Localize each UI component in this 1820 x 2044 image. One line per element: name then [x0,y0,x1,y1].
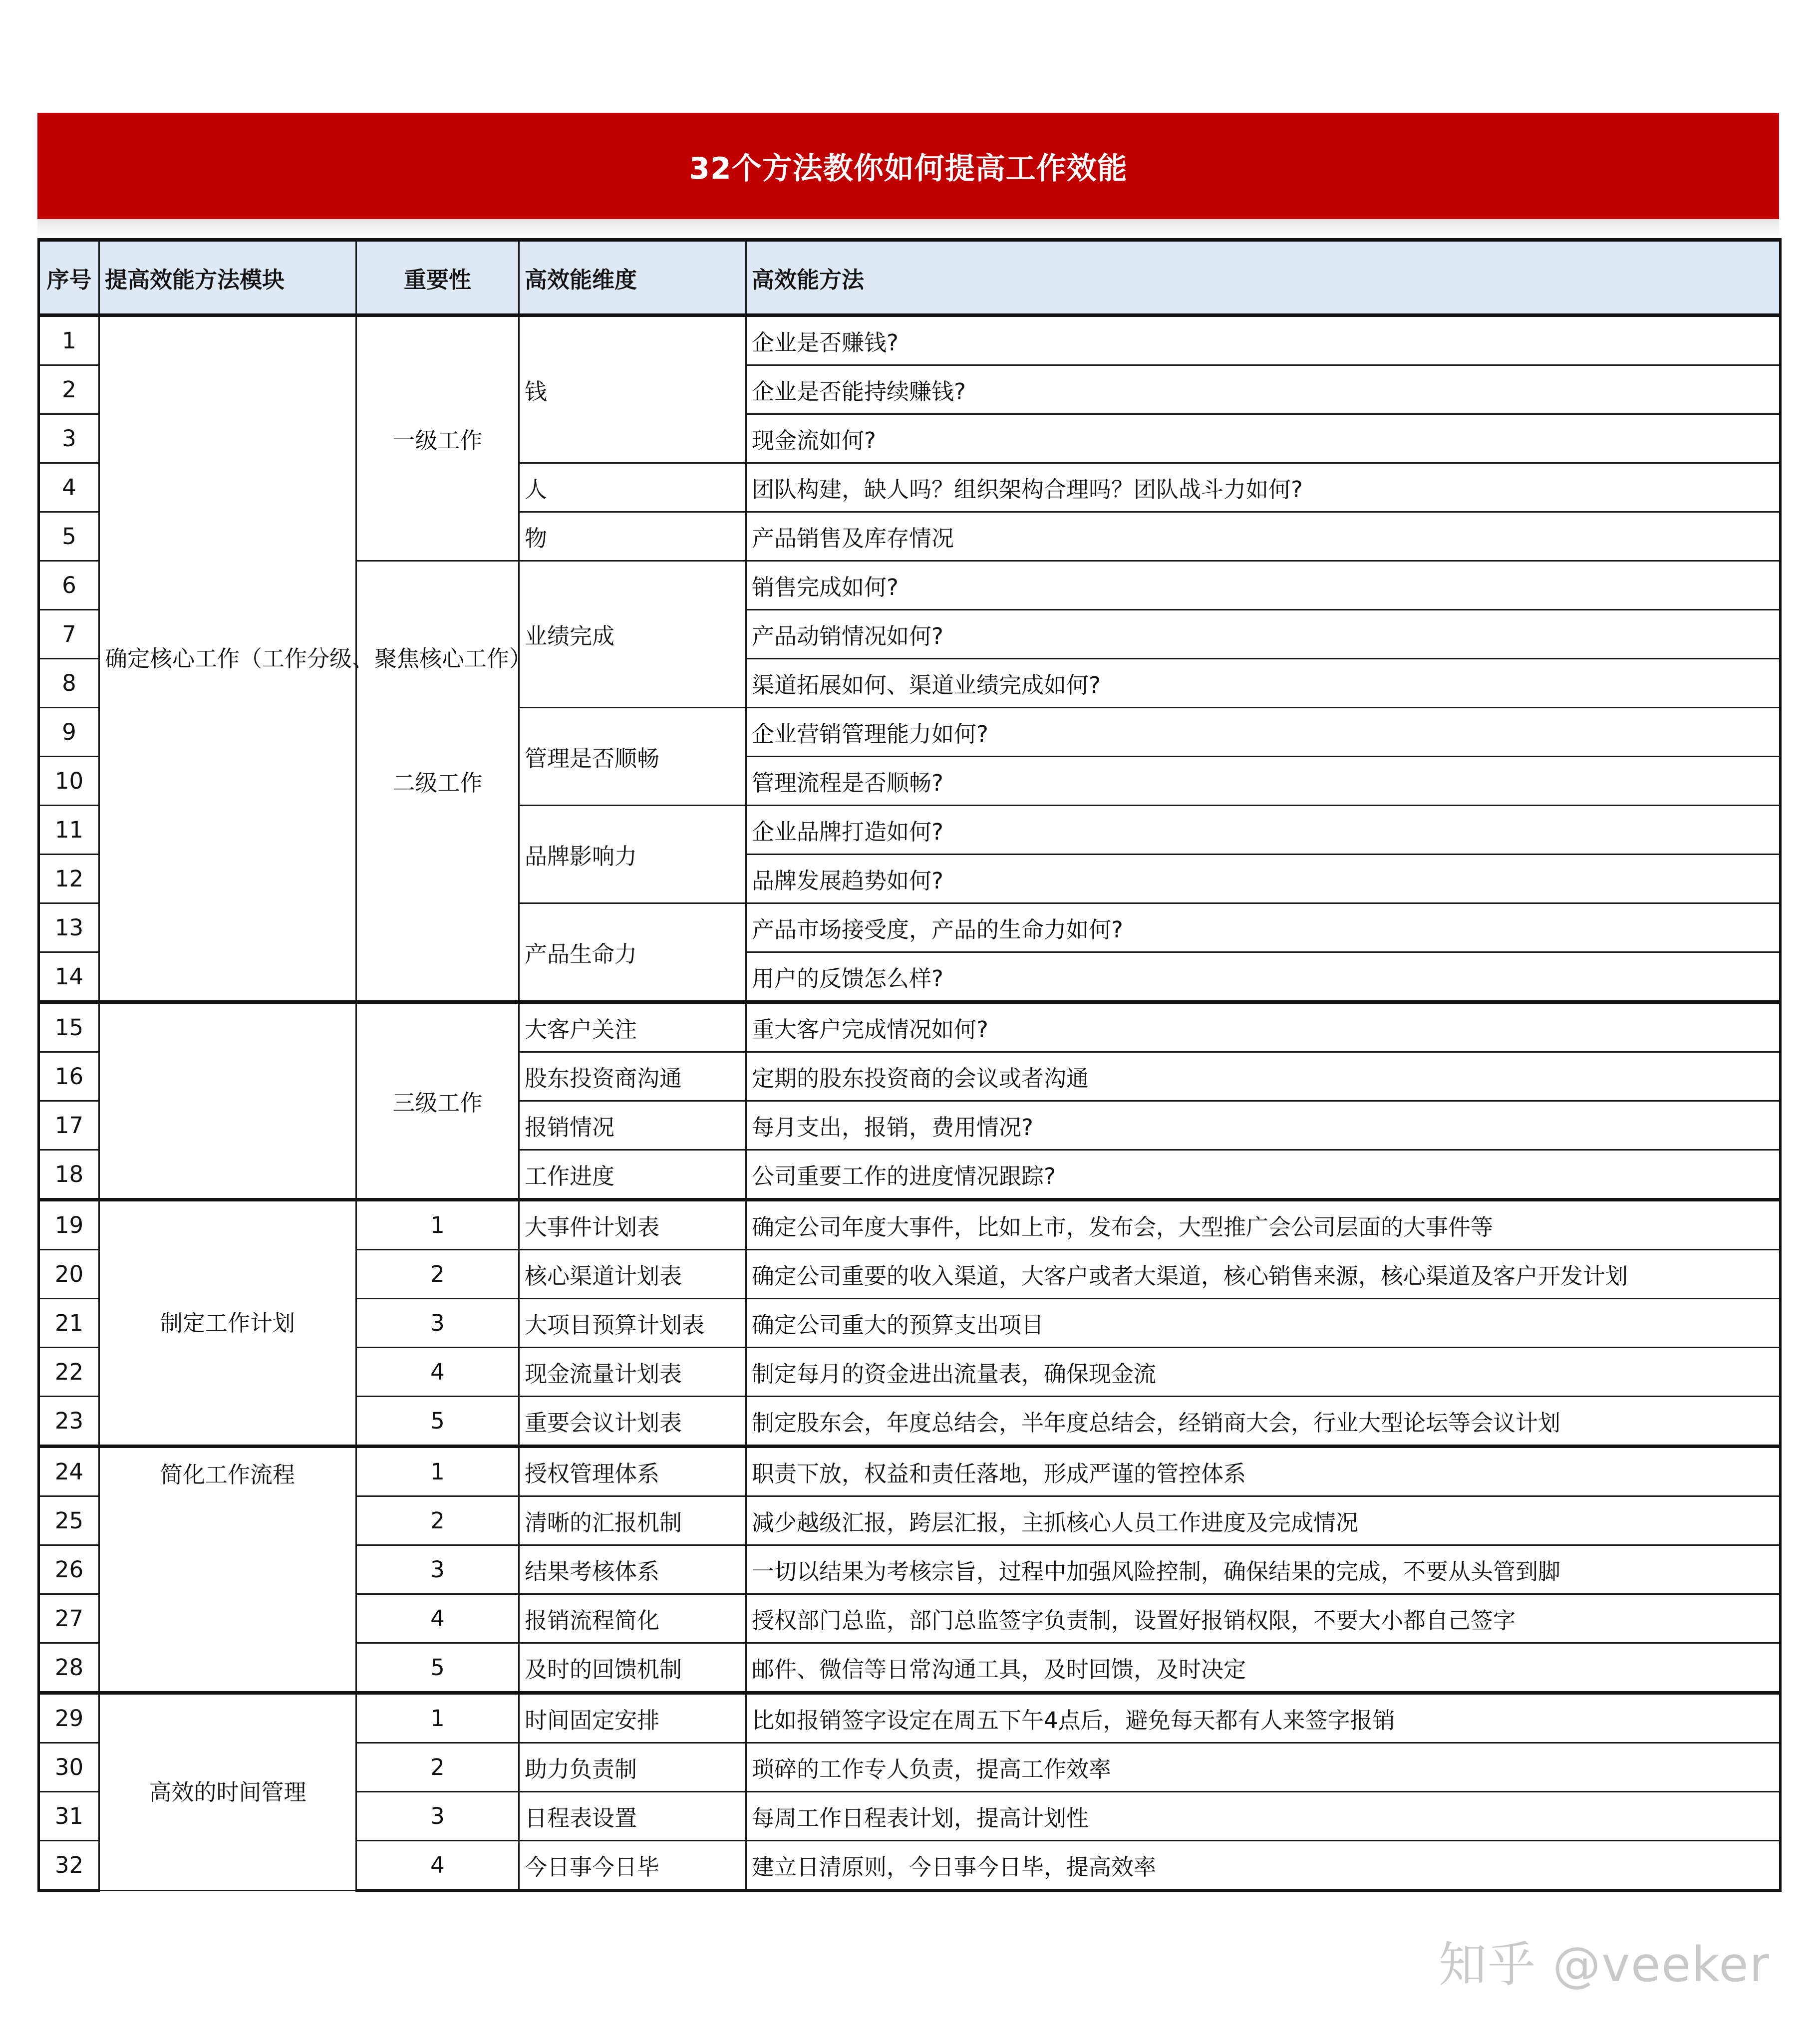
method-cell: 一切以结果为考核宗旨，过程中加强风险控制，确保结果的完成，不要从头管到脚 [746,1545,1781,1594]
dimension-cell: 管理是否顺畅 [519,708,746,806]
dimension-cell: 及时的回馈机制 [519,1643,746,1693]
methods-table [37,238,1782,1892]
dimension-cell: 钱 [519,315,746,463]
row-number: 22 [39,1348,99,1397]
row-number: 17 [39,1101,99,1150]
table-row [39,1447,1781,1496]
dimension-cell: 物 [519,512,746,561]
module-cell [99,1002,356,1200]
importance-cell: 5 [356,1397,519,1447]
method-cell: 产品销售及库存情况 [746,512,1781,561]
method-cell: 现金流如何? [746,414,1781,463]
watermark: 知乎 @veeker [1438,1937,1770,1993]
dimension-cell: 品牌影响力 [519,806,746,903]
row-number: 32 [39,1841,99,1891]
dimension-cell: 今日事今日毕 [519,1841,746,1891]
importance-cell: 3 [356,1792,519,1841]
dimension-cell: 授权管理体系 [519,1447,746,1496]
dimension-cell: 日程表设置 [519,1792,746,1841]
method-cell: 用户的反馈怎么样? [746,952,1781,1002]
module-cell: 简化工作流程 [99,1447,356,1693]
method-cell: 制定每月的资金进出流量表，确保现金流 [746,1348,1781,1397]
method-cell: 授权部门总监，部门总监签字负责制，设置好报销权限，不要大小都自己签字 [746,1594,1781,1643]
dimension-cell: 工作进度 [519,1150,746,1200]
importance-cell: 4 [356,1594,519,1643]
importance-cell: 1 [356,1200,519,1250]
row-number: 29 [39,1693,99,1743]
importance-cell: 4 [356,1841,519,1891]
module-cell: 制定工作计划 [99,1200,356,1447]
dimension-cell: 业绩完成 [519,561,746,708]
row-number: 19 [39,1200,99,1250]
method-cell: 销售完成如何? [746,561,1781,610]
method-cell: 公司重要工作的进度情况跟踪? [746,1150,1781,1200]
title-shadow [37,219,1779,237]
method-cell: 企业是否赚钱? [746,315,1781,365]
module-cell: 高效的时间管理 [99,1693,356,1891]
dimension-cell: 现金流量计划表 [519,1348,746,1397]
method-cell: 产品市场接受度，产品的生命力如何? [746,903,1781,952]
importance-cell: 4 [356,1348,519,1397]
row-number: 13 [39,903,99,952]
header-importance: 重要性 [356,240,519,315]
module-cell: 确定核心工作（工作分级、聚焦核心工作） [99,315,356,1002]
table-row [39,1200,1781,1250]
method-cell: 品牌发展趋势如何? [746,855,1781,903]
row-number: 12 [39,855,99,903]
importance-cell: 一级工作 [356,315,519,561]
row-number: 28 [39,1643,99,1693]
dimension-cell: 大事件计划表 [519,1200,746,1250]
method-cell: 建立日清原则，今日事今日毕，提高效率 [746,1841,1781,1891]
row-number: 31 [39,1792,99,1841]
table-row [39,1693,1781,1743]
importance-cell: 5 [356,1643,519,1693]
method-cell: 制定股东会，年度总结会，半年度总结会，经销商大会，行业大型论坛等会议计划 [746,1397,1781,1447]
title-banner [37,113,1779,219]
table-row [39,1002,1781,1052]
row-number: 16 [39,1052,99,1101]
row-number: 10 [39,757,99,806]
row-number: 24 [39,1447,99,1496]
method-cell: 定期的股东投资商的会议或者沟通 [746,1052,1781,1101]
method-cell: 确定公司重大的预算支出项目 [746,1299,1781,1348]
header-method: 高效能方法 [746,240,1781,315]
row-number: 27 [39,1594,99,1643]
importance-cell: 2 [356,1743,519,1792]
dimension-cell: 结果考核体系 [519,1545,746,1594]
method-cell: 职责下放，权益和责任落地，形成严谨的管控体系 [746,1447,1781,1496]
method-cell: 确定公司年度大事件，比如上市，发布会，大型推广会公司层面的大事件等 [746,1200,1781,1250]
row-number: 4 [39,463,99,512]
row-number: 20 [39,1250,99,1299]
row-number: 11 [39,806,99,855]
dimension-cell: 报销流程简化 [519,1594,746,1643]
dimension-cell: 产品生命力 [519,903,746,1002]
row-number: 7 [39,610,99,659]
method-cell: 渠道拓展如何、渠道业绩完成如何? [746,659,1781,708]
method-cell: 确定公司重要的收入渠道，大客户或者大渠道，核心销售来源，核心渠道及客户开发计划 [746,1250,1781,1299]
header-dimension: 高效能维度 [519,240,746,315]
dimension-cell: 报销情况 [519,1101,746,1150]
method-cell: 重大客户完成情况如何? [746,1002,1781,1052]
dimension-cell: 核心渠道计划表 [519,1250,746,1299]
row-number: 1 [39,315,99,365]
row-number: 14 [39,952,99,1002]
header-seq: 序号 [39,240,99,315]
importance-cell: 三级工作 [356,1002,519,1200]
row-number: 8 [39,659,99,708]
row-number: 2 [39,365,99,414]
importance-cell: 1 [356,1447,519,1496]
row-number: 26 [39,1545,99,1594]
method-cell: 企业品牌打造如何? [746,806,1781,855]
row-number: 23 [39,1397,99,1447]
importance-cell: 3 [356,1545,519,1594]
row-number: 9 [39,708,99,757]
dimension-cell: 人 [519,463,746,512]
row-number: 5 [39,512,99,561]
method-cell: 琐碎的工作专人负责，提高工作效率 [746,1743,1781,1792]
dimension-cell: 助力负责制 [519,1743,746,1792]
method-cell: 团队构建，缺人吗？组织架构合理吗？团队战斗力如何? [746,463,1781,512]
row-number: 25 [39,1496,99,1545]
method-cell: 比如报销签字设定在周五下午4点后，避免每天都有人来签字报销 [746,1693,1781,1743]
table-row [39,315,1781,365]
dimension-cell: 时间固定安排 [519,1693,746,1743]
dimension-cell: 股东投资商沟通 [519,1052,746,1101]
dimension-cell: 清晰的汇报机制 [519,1496,746,1545]
importance-cell: 3 [356,1299,519,1348]
method-cell: 企业营销管理能力如何? [746,708,1781,757]
method-cell: 邮件、微信等日常沟通工具，及时回馈，及时决定 [746,1643,1781,1693]
table-header-row [39,240,1781,315]
method-cell: 管理流程是否顺畅? [746,757,1781,806]
page-title: 32个方法教你如何提高工作效能 [689,151,1128,186]
row-number: 21 [39,1299,99,1348]
dimension-cell: 大项目预算计划表 [519,1299,746,1348]
method-cell: 每月支出，报销，费用情况? [746,1101,1781,1150]
dimension-cell: 大客户关注 [519,1002,746,1052]
row-number: 18 [39,1150,99,1200]
row-number: 15 [39,1002,99,1052]
row-number: 30 [39,1743,99,1792]
importance-cell: 2 [356,1496,519,1545]
method-cell: 产品动销情况如何? [746,610,1781,659]
importance-cell: 1 [356,1693,519,1743]
header-module: 提高效能方法模块 [99,240,356,315]
importance-cell: 二级工作 [356,561,519,1002]
row-number: 3 [39,414,99,463]
dimension-cell: 重要会议计划表 [519,1397,746,1447]
method-cell: 每周工作日程表计划，提高计划性 [746,1792,1781,1841]
method-cell: 减少越级汇报，跨层汇报，主抓核心人员工作进度及完成情况 [746,1496,1781,1545]
method-cell: 企业是否能持续赚钱? [746,365,1781,414]
row-number: 6 [39,561,99,610]
importance-cell: 2 [356,1250,519,1299]
